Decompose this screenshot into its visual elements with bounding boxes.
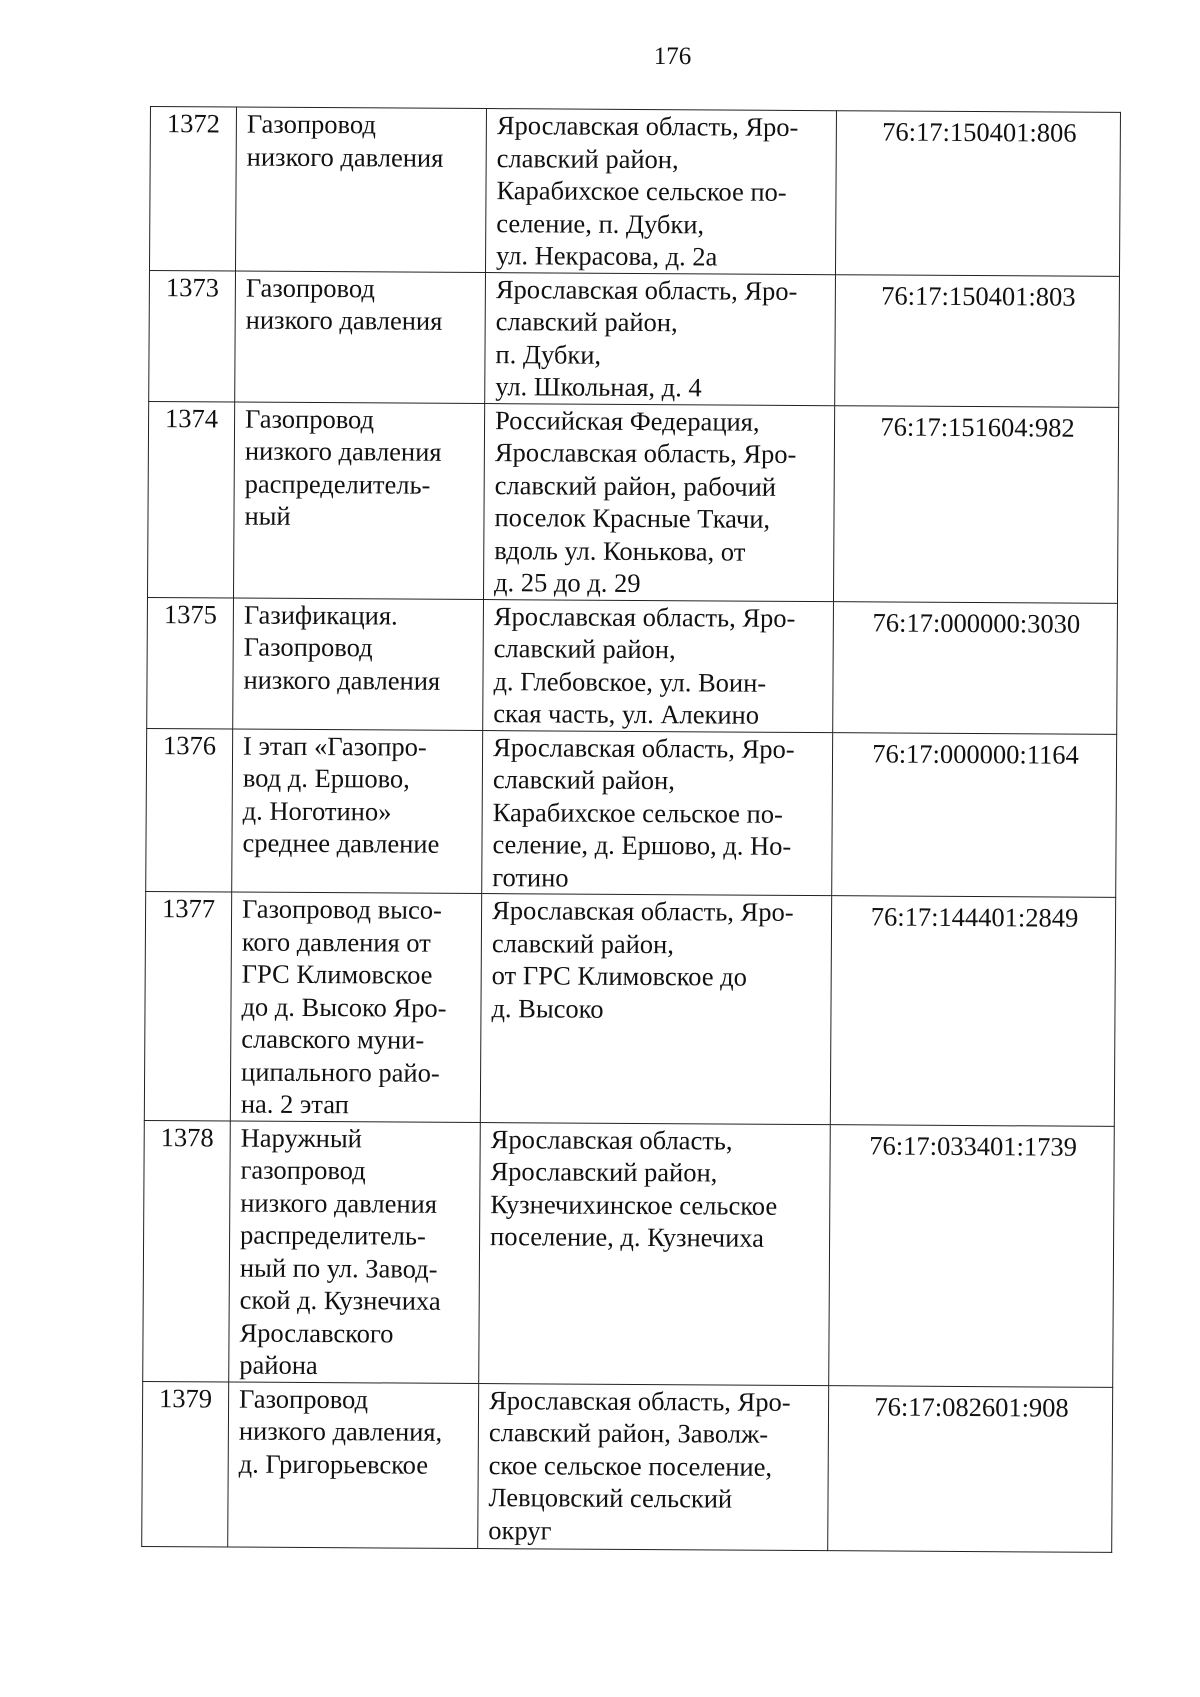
object-address: Ярославская область, Яро- славский район, Заволж- ское сельское поселение, Левцовский сельский округ: [478, 1383, 829, 1550]
cadastral-number: 76:17:082601:908: [828, 1385, 1113, 1552]
cadastral-number: 76:17:033401:1739: [829, 1124, 1115, 1387]
row-number: 1379: [142, 1381, 229, 1547]
object-name: Газопровод низкого давления, д. Григорьевское: [228, 1382, 479, 1549]
table-row: [143, 1120, 1115, 1387]
object-name: I этап «Газопро- вод д. Ершово, д. Ноготино» среднее давление: [232, 729, 483, 894]
object-name: Газопровод низкого давления: [235, 271, 486, 404]
object-name: Газопровод низкого давления распределитель- ный: [233, 402, 484, 600]
row-number: 1378: [143, 1120, 231, 1382]
object-address: Ярославская область, Ярославский район, Кузнечихинское сельское поселение, д. Кузнечиха: [479, 1122, 831, 1385]
cadastral-number: 76:17:144401:2849: [830, 896, 1115, 1126]
object-name: Газопровод низкого давления: [235, 107, 486, 272]
object-address: Ярославская область, Яро- славский район, Карабихское сельское по- селение, п. Дубки, ул. Некрасова, д. 2а: [485, 109, 836, 275]
row-number: 1376: [146, 728, 233, 892]
object-address: Ярославская область, Яро- славский район, п. Дубки, ул. Школьная, д. 4: [485, 272, 836, 405]
page-number: 176: [653, 43, 692, 70]
cadastral-number: 76:17:000000:1164: [832, 732, 1117, 897]
object-address: Ярославская область, Яро- славский район, от ГРС Климовское до д. Высоко: [480, 894, 831, 1125]
object-address: Ярославская область, Яро- славский район, д. Глебовское, ул. Воин- ская часть, ул. Алекино: [483, 599, 834, 732]
table-row: [149, 107, 1120, 276]
row-number: 1374: [148, 401, 235, 598]
cadastral-number: 76:17:151604:982: [833, 405, 1118, 603]
row-number: 1373: [149, 270, 236, 402]
row-number: 1375: [147, 597, 234, 729]
cadastral-number: 76:17:000000:3030: [833, 601, 1118, 734]
registry-table: [141, 106, 1121, 1552]
object-name: Наружный газопровод низкого давления распределитель- ный по ул. Завод- ской д. Кузнечиха Ярославского района: [229, 1121, 481, 1384]
object-address: Ярославская область, Яро- славский район, Карабихское сельское по- селение, д. Ершово, д. Но- готино: [482, 730, 833, 896]
object-name: Газопровод высо- кого давления от ГРС Климовское до д. Высоко Яро- славского муни- ципального райо- на. 2 этап: [230, 892, 481, 1122]
table-row: [147, 597, 1118, 734]
table-row: [148, 401, 1119, 603]
object-name: Газификация. Газопровод низкого давления: [233, 598, 484, 731]
table-row: [142, 1381, 1113, 1552]
cadastral-number: 76:17:150401:803: [835, 274, 1120, 407]
cadastral-number: 76:17:150401:806: [835, 111, 1120, 276]
row-number: 1372: [149, 107, 236, 271]
table-row: [144, 891, 1115, 1125]
object-address: Российская Федерация, Ярославская область, Яро- славский район, рабочий поселок Красные Ткачи, вдоль ул. Конькова, от д. 25 до д. 29: [483, 403, 834, 601]
table-row: [149, 270, 1120, 407]
row-number: 1377: [144, 891, 231, 1120]
table-row: [146, 728, 1117, 897]
